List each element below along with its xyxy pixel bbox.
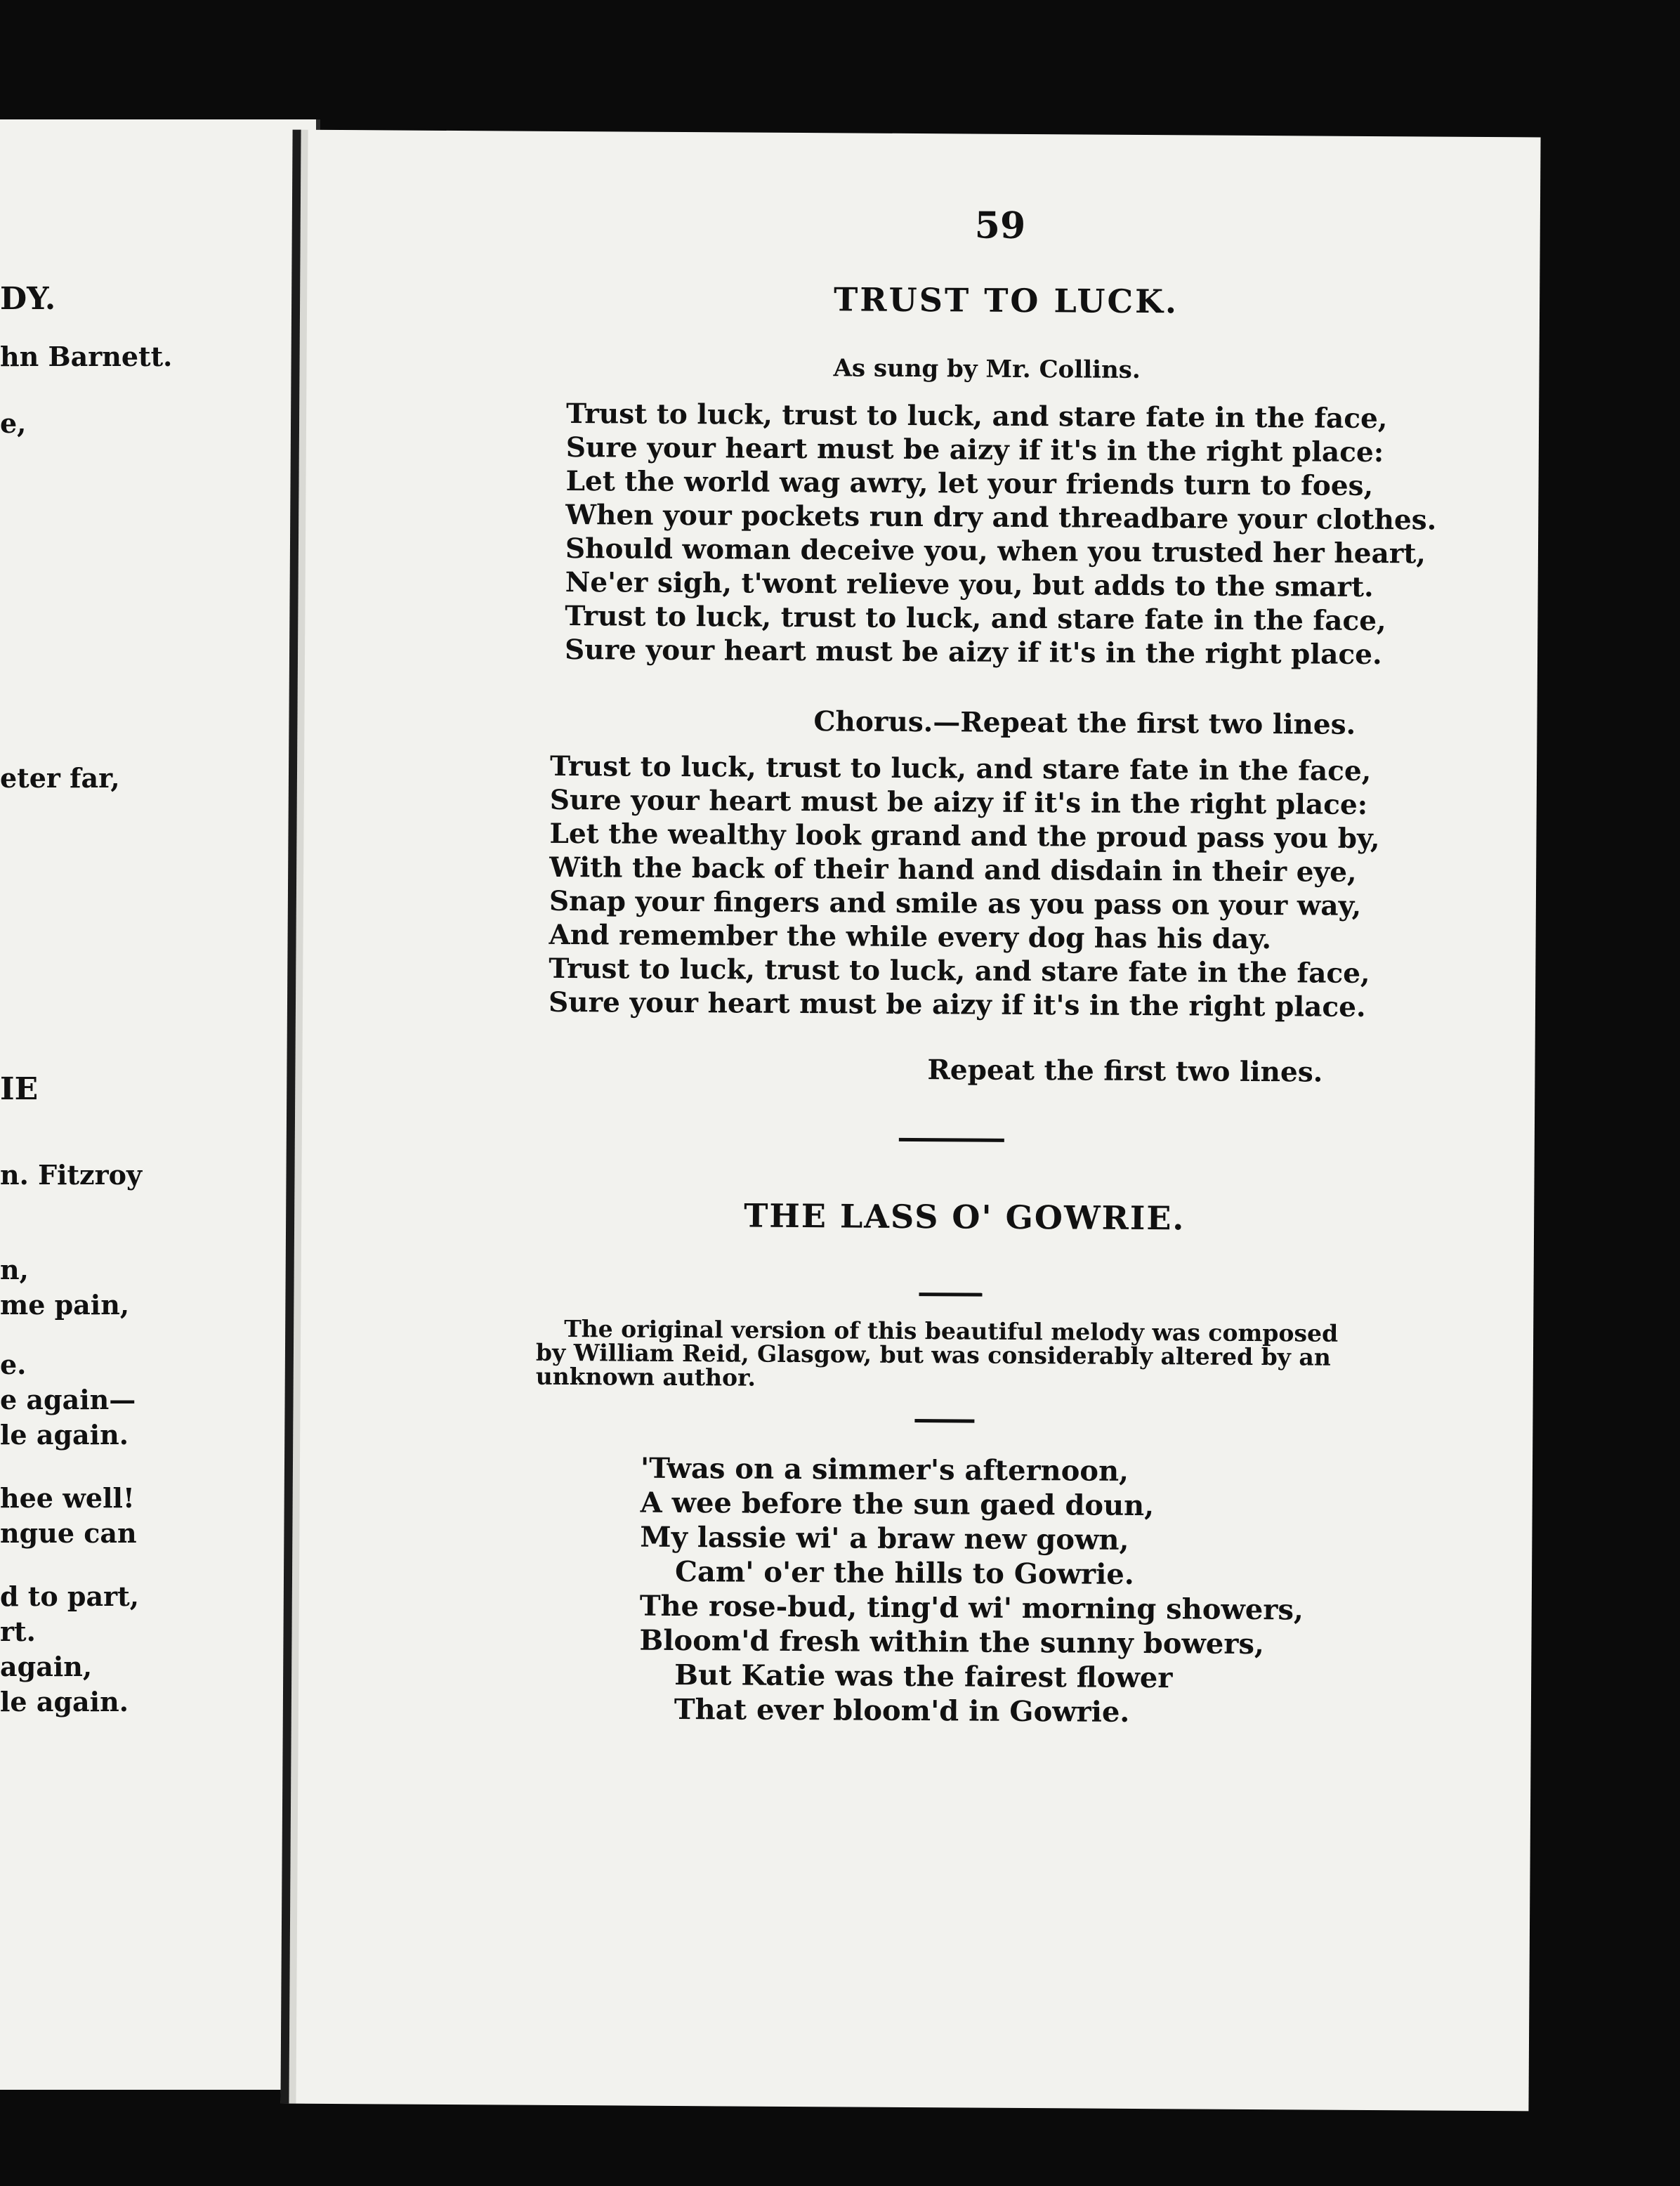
left-page-fragment: IE: [0, 1071, 39, 1107]
note-line: The original version of this beautiful melody was composed: [564, 1314, 1339, 1347]
chorus-instruction: Chorus.—Repeat the first two lines.: [813, 705, 1356, 741]
divider-rule: [914, 1419, 974, 1423]
left-page-fragment: e.: [0, 1349, 27, 1380]
verse-line: The rose-bud, ting'd wi' morning showers,: [639, 1589, 1304, 1627]
divider-rule: [899, 1138, 1004, 1142]
left-page-fragment: le again.: [0, 1686, 129, 1717]
left-page-fragment: n,: [0, 1254, 29, 1285]
song-subtitle: As sung by Mr. Collins.: [833, 354, 1141, 384]
left-page-fragment: DY.: [0, 281, 56, 317]
song-title: THE LASS O' GOWRIE.: [744, 1196, 1186, 1238]
verse-line: My lassie wi' a braw new gown,: [640, 1520, 1129, 1557]
song-title: TRUST TO LUCK.: [833, 280, 1179, 321]
verse-line: Let the world wag awry, let your friends turn to foes,: [565, 464, 1374, 503]
poem-verse: [639, 1451, 1304, 1731]
note-line: unknown author.: [535, 1362, 756, 1392]
left-page-fragment: hee well!: [0, 1482, 135, 1514]
verse-line: When your pockets run dry and threadbare your clothes.: [565, 498, 1437, 537]
verse-line: Sure your heart must be aizy if it's in the right place.: [548, 986, 1366, 1023]
verse-line: Trust to luck, trust to luck, and stare fate in the face,: [565, 397, 1388, 436]
verse-line: Should woman deceive you, when you trusted her heart,: [565, 532, 1426, 570]
left-page-fragment: me pain,: [0, 1289, 130, 1321]
left-page-fragment: e again—: [0, 1384, 136, 1415]
verse-line: Bloom'd fresh within the sunny bowers,: [639, 1623, 1265, 1661]
verse-line: Sure your heart must be aizy if it's in the right place.: [564, 633, 1382, 672]
verse-line: Trust to luck, trust to luck, and stare fate in the face,: [549, 952, 1370, 990]
left-page-fragment: rt.: [0, 1616, 36, 1647]
stanza: [565, 397, 1437, 672]
left-page-fragment: again,: [0, 1651, 93, 1682]
verse-line: Trust to luck, trust to luck, and stare fate in the face,: [549, 750, 1372, 787]
verse-line: Ne'er sigh, t'wont relieve you, but adds to the smart.: [565, 565, 1374, 604]
left-page-fragment: n. Fitzroy: [0, 1159, 143, 1191]
verse-line: That ever bloom'd in Gowrie.: [674, 1692, 1130, 1729]
verse-line: Sure your heart must be aizy if it's in the right place:: [565, 431, 1384, 469]
left-page: [0, 119, 320, 2090]
right-page: [280, 130, 1540, 2112]
left-page-fragment: le again.: [0, 1419, 129, 1451]
left-page-fragment: ngue can: [0, 1517, 137, 1549]
left-page-fragment: d to part,: [0, 1580, 139, 1612]
verse-line: Cam' o'er the hills to Gowrie.: [674, 1555, 1134, 1591]
verse-line: Trust to luck, trust to luck, and stare fate in the face,: [565, 599, 1386, 638]
page-number: 59: [974, 204, 1026, 247]
verse-line: 'Twas on a simmer's afternoon,: [640, 1451, 1129, 1488]
verse-line: Sure your heart must be aizy if it's in the right place:: [549, 783, 1368, 821]
left-page-fragment: eter far,: [0, 762, 120, 794]
song-note: [535, 1314, 1379, 1394]
verse-line: But Katie was the fairest flower: [674, 1658, 1173, 1695]
verse-line: And remember the while every dog has his day.: [549, 918, 1272, 956]
verse-line: Snap your fingers and smile as you pass on your way,: [549, 884, 1362, 922]
divider-rule: [919, 1292, 982, 1297]
note-line: by William Reid, Glasgow, but was considerably altered by an: [535, 1338, 1331, 1371]
verse-line: Let the wealthy look grand and the proud pass you by,: [549, 817, 1380, 856]
verse-line: A wee before the sun gaed doun,: [640, 1486, 1155, 1523]
left-page-fragment: e,: [0, 407, 27, 439]
verse-line: With the back of their hand and disdain in their eye,: [549, 851, 1357, 889]
chorus-instruction: Repeat the first two lines.: [927, 1054, 1323, 1089]
left-page-fragment: hn Barnett.: [0, 341, 173, 372]
stanza: [549, 750, 1380, 1024]
